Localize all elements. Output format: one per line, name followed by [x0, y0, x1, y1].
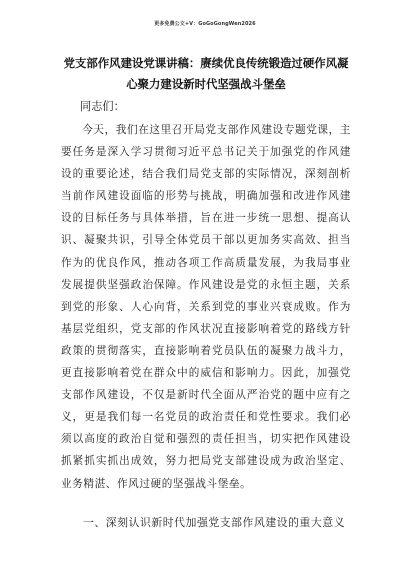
- body-paragraph: 今天，我们在这里召开局党支部作风建设专题党课，主要任务是深入学习贯彻习近平总书记关于加强党的作风建设的重要论述，结合我们局党支部的实际情况，深刻剖析当前作风建设面临的形势与挑战，明确加强和改进作风建设的目标任务与具体举措，旨在进一步统一思想、提高认识、凝聚共识，引导全体党员干部以更加务实高效、担当作为的优良作风，推动各项工作高质量发展，为我局事业发展提供坚强政治保障。作风建设是党的永恒主题，关系到党的形象、人心向背，关系到党的事业兴衰成败。作为基层党组织，党支部的作风状况直接影响着党的路线方针政策的贯彻落实，直接影响着党员队伍的凝聚力战斗力，更直接影响着党在群众中的威信和影响力。因此，加强党支部作风建设，不仅是新时代全面从严治党的题中应有之义，更是我们每一名党员的政治责任和党性要求。我们必须以高度的政治自觉和强烈的责任担当，切实把作风建设抓紧抓实抓出成效，努力把局党支部建设成为政治坚定、业务精湛、作风过硬的坚强战斗堡垒。: [61, 124, 351, 490]
- header-note: 更多免费公文+V：GoGoGongWen2026: [154, 21, 256, 27]
- salutation: 同志们：: [80, 100, 125, 113]
- document-title: 党支部作风建设党课讲稿：赓续优良传统锻造过硬作风凝心聚力建设新时代坚强战斗堡垒: [63, 56, 349, 91]
- section-heading: 一、深刻认识新时代加强党支部作风建设的重大意义: [83, 516, 346, 529]
